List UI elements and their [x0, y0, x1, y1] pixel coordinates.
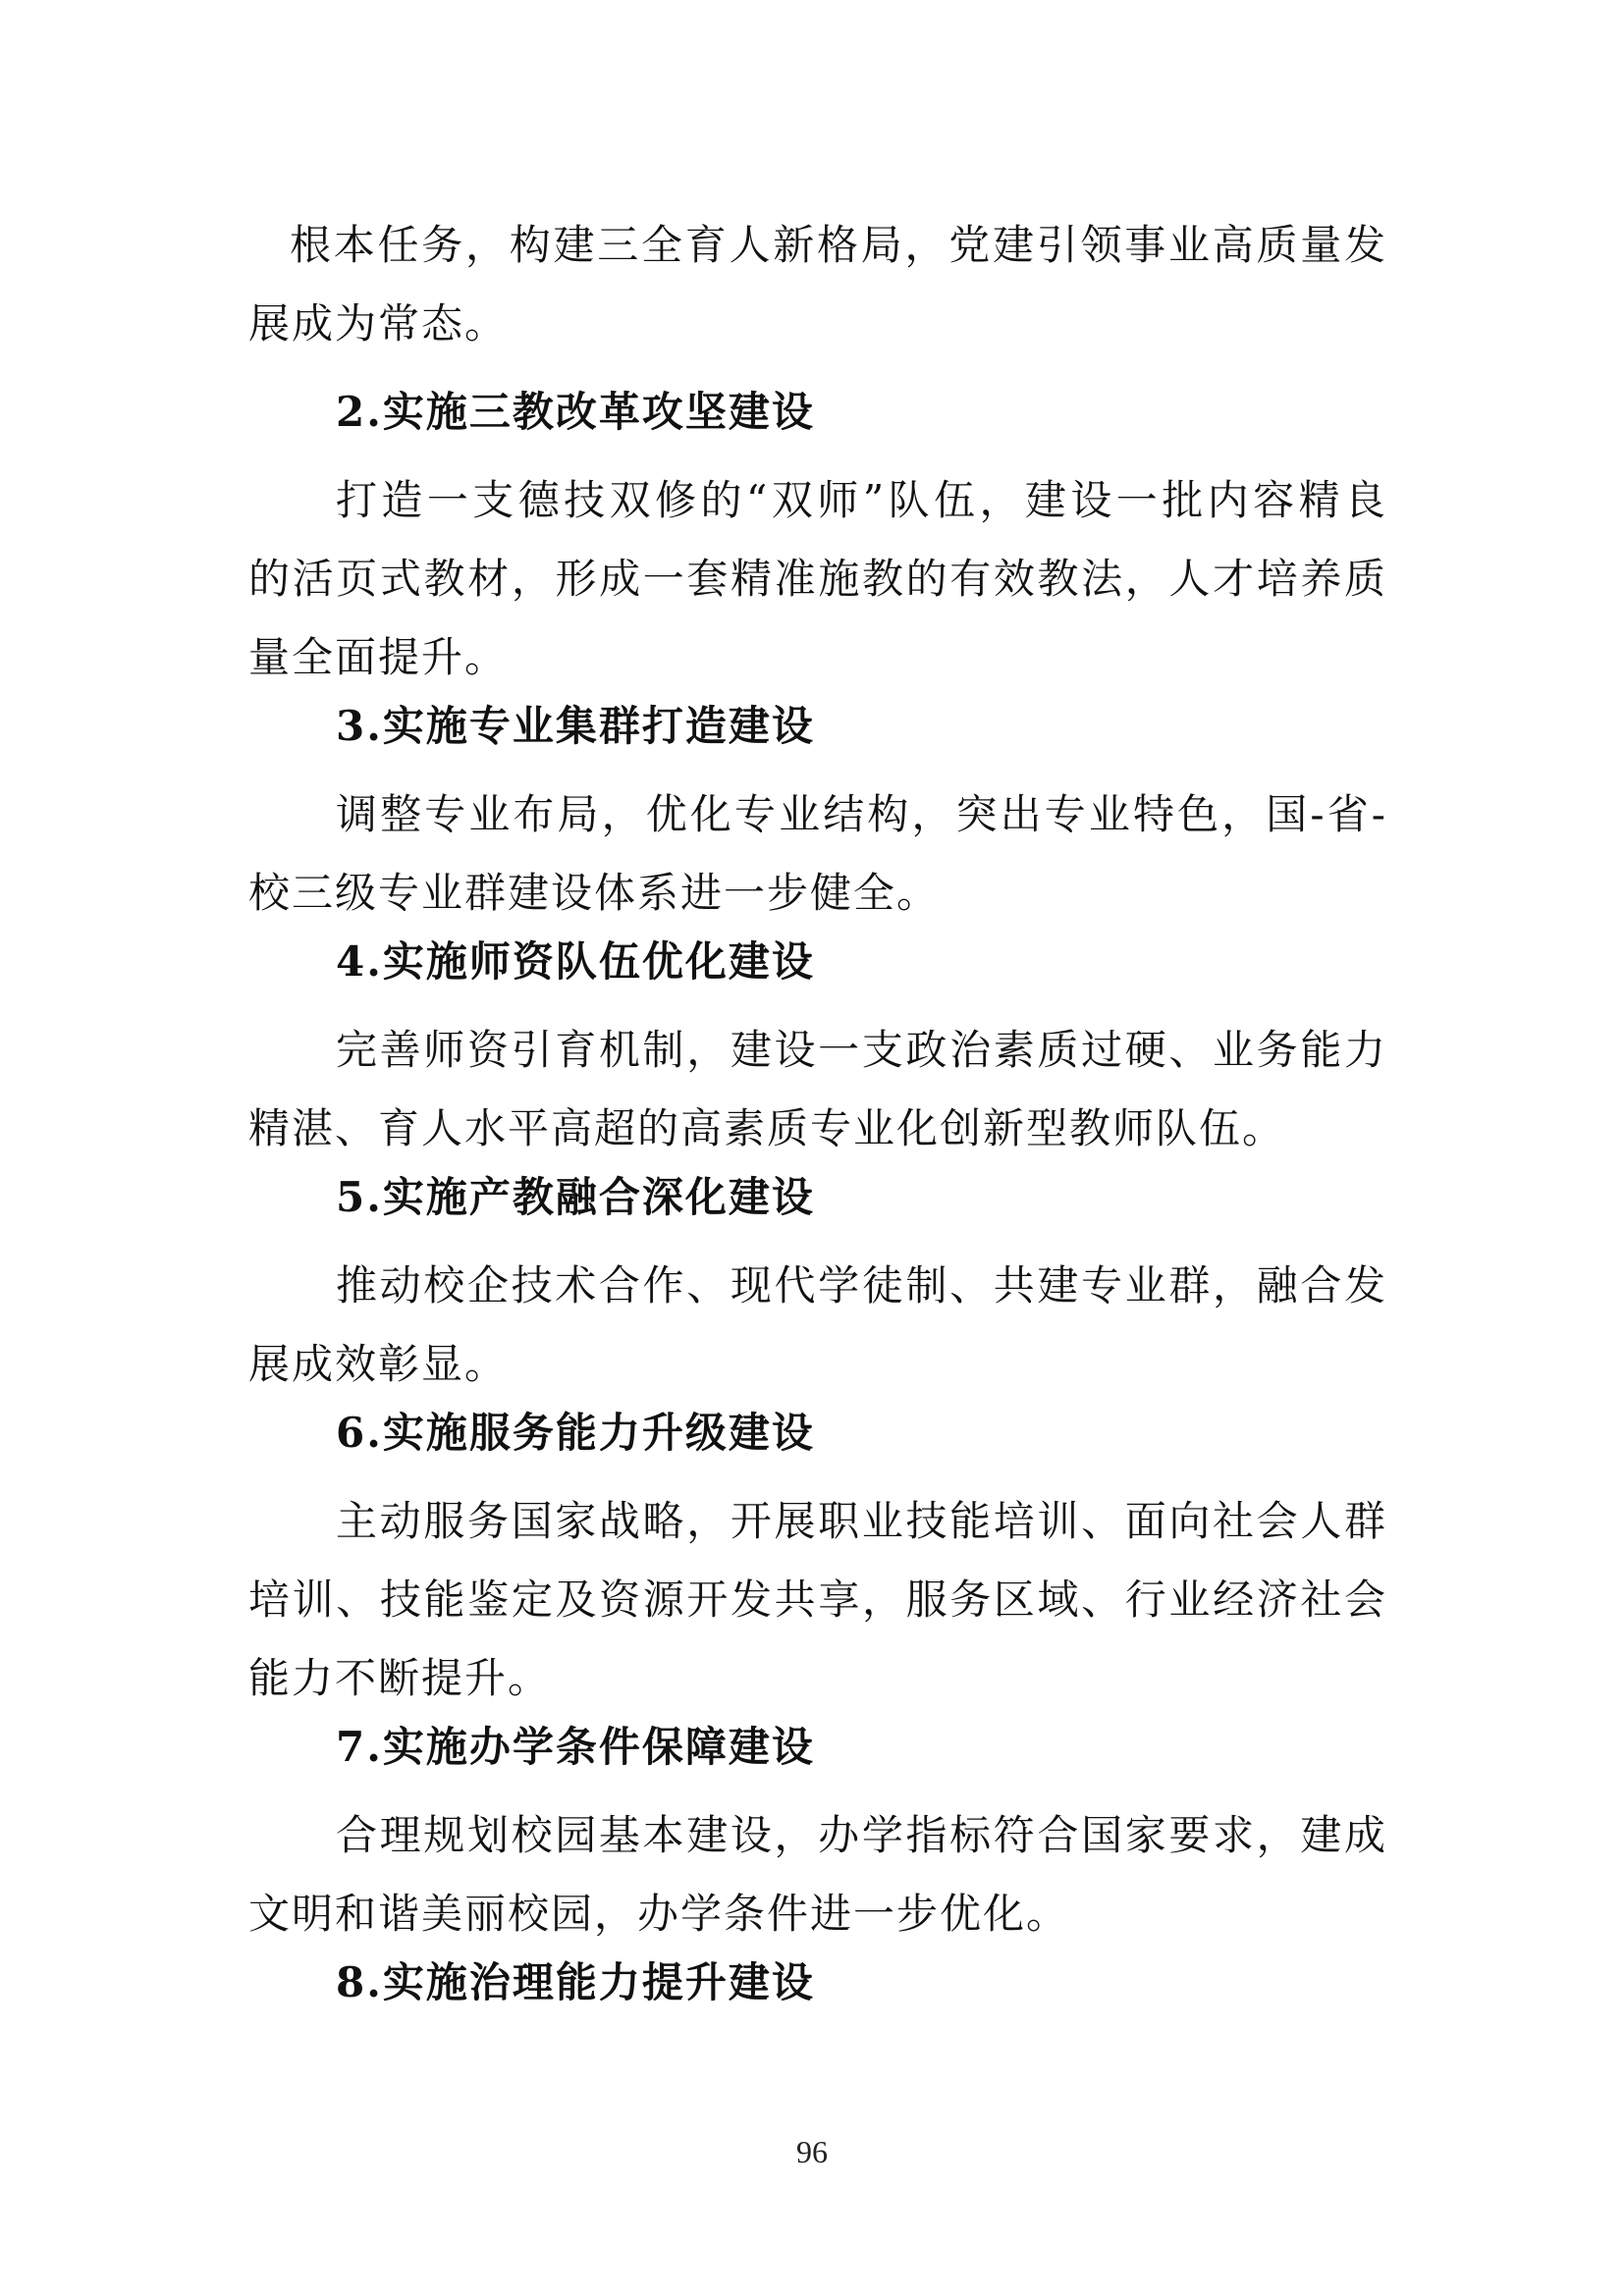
paragraph-line: 打造一支德技双修的“双师”队伍，建设一批内容精良 — [336, 476, 1387, 524]
paragraph-line: 培训、技能鉴定及资源开发共享，服务区域、行业经济社会 — [248, 1575, 1387, 1624]
paragraph-line: 的活页式教材，形成一套精准施教的有效教法，人才培养质 — [248, 555, 1387, 603]
paragraph-line: 展成为常态。 — [248, 299, 509, 347]
paragraph-line: 推动校企技术合作、现代学徒制、共建专业群，融合发 — [336, 1261, 1387, 1309]
section-heading: 5.实施产教融合深化建设 — [336, 1173, 815, 1221]
paragraph-line: 文明和谐美丽校园，办学条件进一步优化。 — [248, 1890, 1070, 1938]
section-heading: 2.实施三教改革攻坚建设 — [336, 388, 815, 436]
paragraph-line: 能力不断提升。 — [248, 1654, 552, 1702]
page-number: 96 — [796, 2134, 828, 2169]
paragraph-line: 主动服务国家战略，开展职业技能培训、面向社会人群 — [336, 1497, 1387, 1545]
paragraph-line: 展成效彰显。 — [248, 1340, 509, 1388]
paragraph-line: 合理规划校园基本建设，办学指标符合国家要求，建成 — [336, 1811, 1387, 1859]
section-heading: 3.实施专业集群打造建设 — [336, 702, 815, 750]
paragraph-line: 校三级专业群建设体系进一步健全。 — [248, 869, 941, 917]
paragraph-line: 调整专业布局，优化专业结构，突出专业特色，国-省- — [336, 790, 1387, 838]
paragraph-line: 精湛、育人水平高超的高素质专业化创新型教师队伍。 — [248, 1104, 1286, 1152]
paragraph-line: 完善师资引育机制，建设一支政治素质过硬、业务能力 — [336, 1026, 1387, 1074]
section-heading: 7.实施办学条件保障建设 — [336, 1723, 815, 1771]
paragraph-line: 根本任务，构建三全育人新格局，党建引领事业高质量发 — [290, 221, 1387, 269]
paragraph-line: 量全面提升。 — [248, 633, 509, 681]
section-heading: 8.实施治理能力提升建设 — [336, 1958, 815, 2006]
section-heading: 4.实施师资队伍优化建设 — [336, 937, 815, 986]
section-heading: 6.实施服务能力升级建设 — [336, 1409, 815, 1457]
